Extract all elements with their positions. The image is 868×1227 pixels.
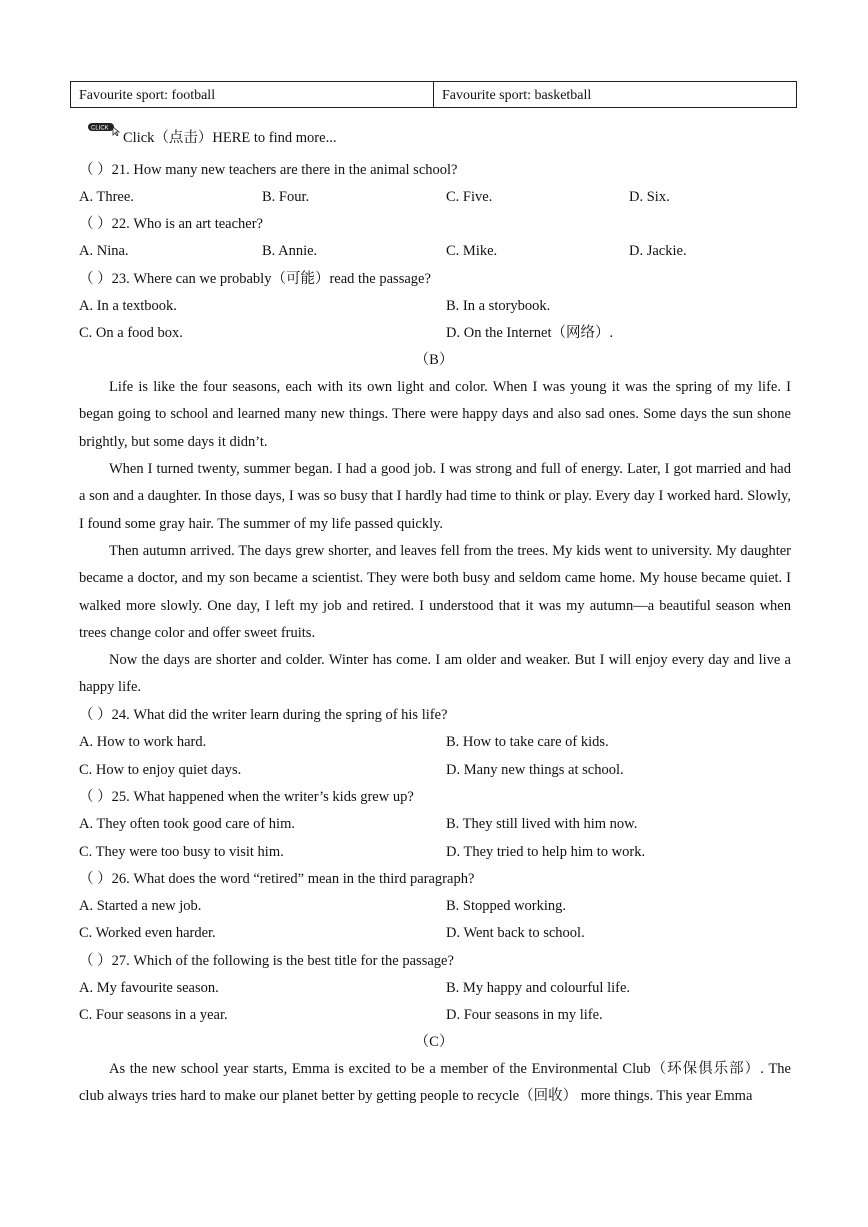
option-25-d: D. They tried to help him to work.	[446, 844, 646, 860]
option-25-b: B. They still lived with him now.	[446, 816, 638, 832]
passage-b-paragraph-1: Life is like the four seasons, each with its own light and color. When I was young it was the spring of my life. I began going to school and learned many new things. There were happy days and also sad ones. Some days the sun shone brightly, but some days it didn’t.	[79, 379, 791, 450]
option-27-a: A. My favourite season.	[79, 980, 219, 996]
section-c-heading: （C）	[414, 1034, 454, 1050]
table-cell-left: Favourite sport: football	[79, 88, 216, 103]
click-cursor-icon	[88, 122, 122, 136]
question-24: （ ）24. What did the writer learn during the spring of his life?	[79, 707, 448, 723]
passage-b-paragraph-2: When I turned twenty, summer began. I had a good job. I was strong and full of energy. Later, I got married and had a son and a daughter. In those days, I was so busy that I hardly had time to think or play. Every day I worked hard. Slowly, I found some gray hair. The summer of my life passed quickly.	[79, 461, 791, 532]
option-21-c: C. Five.	[446, 189, 493, 205]
option-21-a: A. Three.	[79, 189, 134, 205]
option-27-c: C. Four seasons in a year.	[79, 1007, 228, 1023]
option-22-b: B. Annie.	[262, 243, 318, 259]
option-27-d: D. Four seasons in my life.	[446, 1007, 603, 1023]
option-24-b: B. How to take care of kids.	[446, 734, 609, 750]
option-22-d: D. Jackie.	[629, 243, 687, 259]
question-23: （ ）23. Where can we probably（可能）read the passage?	[79, 271, 431, 287]
option-26-d: D. Went back to school.	[446, 925, 585, 941]
table-cell-right: Favourite sport: basketball	[433, 82, 796, 107]
click-here-link[interactable]: Click（点击）HERE to find more...	[123, 130, 337, 146]
option-25-a: A. They often took good care of him.	[79, 816, 295, 832]
option-23-a: A. In a textbook.	[79, 298, 177, 314]
option-26-b: B. Stopped working.	[446, 898, 567, 914]
question-22: （ ）22. Who is an art teacher?	[79, 216, 263, 232]
option-24-a: A. How to work hard.	[79, 734, 207, 750]
option-25-c: C. They were too busy to visit him.	[79, 844, 284, 860]
option-23-c: C. On a food box.	[79, 325, 183, 341]
option-24-c: C. How to enjoy quiet days.	[79, 762, 242, 778]
question-21: （ ）21. How many new teachers are there in the animal school?	[79, 162, 458, 178]
option-22-c: C. Mike.	[446, 243, 498, 259]
option-24-d: D. Many new things at school.	[446, 762, 624, 778]
passage-c-paragraph-1: As the new school year starts, Emma is excited to be a member of the Environmental Club（环保俱乐部）. The club always tries hard to make our planet better by getting people to recycle（回收） more things. This year Emma	[79, 1061, 791, 1105]
option-26-c: C. Worked even harder.	[79, 925, 216, 941]
section-b-heading: （B）	[414, 352, 454, 368]
profile-table-row	[70, 81, 797, 108]
option-21-b: B. Four.	[262, 189, 310, 205]
option-21-d: D. Six.	[629, 189, 670, 205]
question-25: （ ）25. What happened when the writer’s kids grew up?	[79, 789, 414, 805]
option-26-a: A. Started a new job.	[79, 898, 202, 914]
question-26: （ ）26. What does the word “retired” mean in the third paragraph?	[79, 871, 475, 887]
svg-text:CLICK: CLICK	[91, 125, 109, 132]
option-27-b: B. My happy and colourful life.	[446, 980, 631, 996]
passage-b-paragraph-3: Then autumn arrived. The days grew shorter, and leaves fell from the trees. My kids went to university. My daughter became a doctor, and my son became a scientist. They were both busy and seldom came home. My house became quiet. I walked more slowly. One day, I left my job and retired. I understood that it was my autumn—a beautiful season when trees change color and offer sweet fruits.	[79, 543, 791, 641]
option-22-a: A. Nina.	[79, 243, 129, 259]
question-27: （ ）27. Which of the following is the best title for the passage?	[79, 953, 454, 969]
option-23-d: D. On the Internet（网络）.	[446, 325, 614, 341]
passage-b-paragraph-4: Now the days are shorter and colder. Winter has come. I am older and weaker. But I will enjoy every day and live a happy life.	[79, 652, 791, 696]
option-23-b: B. In a storybook.	[446, 298, 551, 314]
